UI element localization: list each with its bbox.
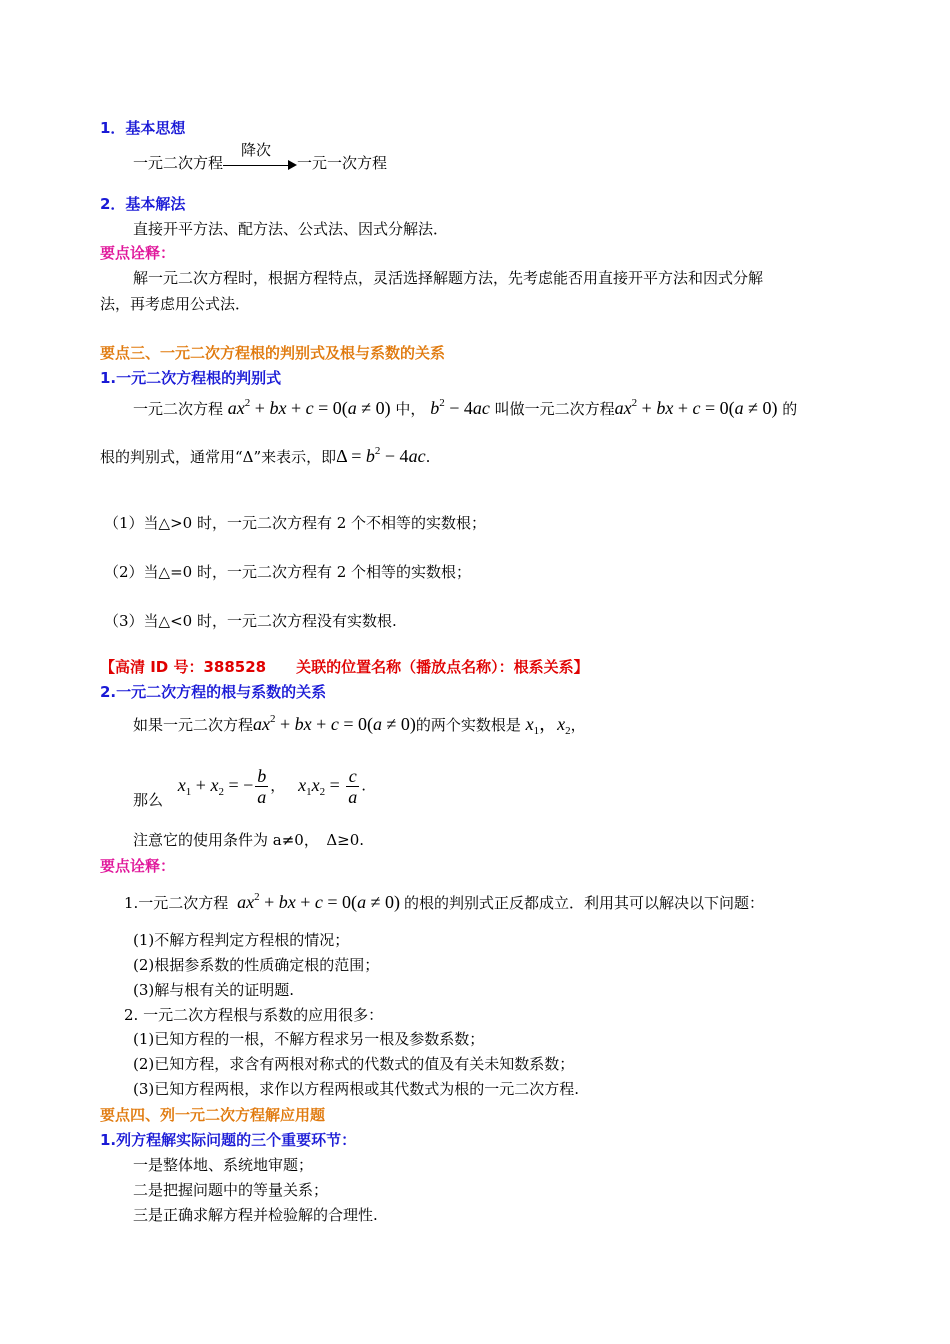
text-fragment: 中， xyxy=(395,400,426,418)
discriminant-expression: $b^2 - 4ac$ xyxy=(430,397,490,418)
text-fragment: 叫做一元二次方程 xyxy=(494,400,615,418)
section-heading-basic-idea: 1．基本思想 xyxy=(100,119,186,137)
note2-item2-b: (2)已知方程，求含有两根对称式的代数式的值及有关未知数系数； xyxy=(133,1055,575,1073)
subsection-vieta: 2.一元二次方程的根与系数的关系 xyxy=(100,683,327,701)
quadratic-equation-formula: $ax^2$ + bx + c = 0(a ≠ 0) xyxy=(237,891,400,912)
delta-definition-formula: $\Delta = b^2 - 4ac$ xyxy=(336,445,426,466)
sum-of-roots-formula: $x_1 + x_2$ = − $\frac{b}{a}$ xyxy=(177,766,267,807)
text-fragment: 那么 xyxy=(133,790,164,809)
note2-item1-c: (3)解与根有关的证明题. xyxy=(133,981,295,999)
subsection-discriminant: 1.一元二次方程根的判别式 xyxy=(100,369,282,387)
note2-item2-a: (1)已知方程的一根，不解方程求另一根及参数系数； xyxy=(133,1030,485,1048)
section-title-point-three: 要点三、一元二次方程根的判别式及根与系数的关系 xyxy=(100,344,446,362)
section-heading-basic-methods: 2．基本解法 xyxy=(100,195,186,213)
text-fragment: 一元二次方程 xyxy=(133,400,224,418)
text-fragment: 的根的判别式正反都成立．利用其可以解决以下问题： xyxy=(403,894,764,912)
usage-condition: 注意它的使用条件为 a≠0， Δ≥0. xyxy=(133,831,365,849)
quadratic-equation-formula: $ax^2$ + bx + c = 0(a ≠ 0) xyxy=(227,397,391,418)
step-one: 一是整体地、系统地审题； xyxy=(133,1156,314,1174)
basic-idea-diagram xyxy=(133,141,388,174)
quadratic-equation-formula: $ax^2$ + bx + c = 0(a ≠ 0) xyxy=(614,397,778,418)
note2-item2: 2. 一元二次方程根与系数的应用很多： xyxy=(124,1006,384,1024)
note2-item1-b: (2)根据参系数的性质确定根的范围； xyxy=(133,956,380,974)
product-of-roots-formula: $x_1x_2$ = $\frac{c}{a}$ xyxy=(298,766,358,807)
section-title-point-four: 要点四、列一元二次方程解应用题 xyxy=(100,1106,326,1124)
step-three: 三是正确求解方程并检验解的合理性. xyxy=(133,1206,378,1224)
roots-x1-x2: $x_1$，$x_2$ xyxy=(525,714,571,737)
arrow-label: 降次 xyxy=(241,141,272,159)
idea-right-text: 一元一次方程 xyxy=(297,154,388,172)
discriminant-line1 xyxy=(133,398,797,419)
note-paragraph-line2: 法，再考虑用公式法． xyxy=(100,295,251,313)
case-positive: （1）当△>0 时，一元二次方程有 2 个不相等的实数根； xyxy=(104,514,487,532)
text-fragment: 如果一元二次方程 xyxy=(133,716,254,734)
basic-methods-text: 直接开平方法、配方法、公式法、因式分解法． xyxy=(133,220,449,238)
note2-item1 xyxy=(124,892,764,913)
step-two: 二是把握问题中的等量关系； xyxy=(133,1181,329,1199)
text-fragment: 1.一元二次方程 xyxy=(124,894,229,912)
case-zero: （2）当△=0 时，一元二次方程有 2 个相等的实数根； xyxy=(104,563,472,581)
vieta-formulas: 那么 $x_1 + x_2$ = − $\frac{b}{a}$ ， $x_1x_2$ = $\frac{c}{a}$ . xyxy=(133,766,366,809)
note-paragraph-line1: 解一元二次方程时，根据方程特点，灵活选择解题方法，先考虑能否用直接开平方法和因式分解 xyxy=(133,269,764,287)
text-fragment: 根的判别式，通常用“Δ”来表示，即 xyxy=(100,448,337,466)
note-heading: 要点诠释： xyxy=(100,244,176,262)
video-id-banner: 【高清 ID 号：388528 关联的位置名称（播放点名称）：根系关系】 xyxy=(100,658,589,676)
text-fragment: 的 xyxy=(782,400,798,418)
text-fragment: 的两个实数根是 xyxy=(415,716,521,734)
case-negative: （3）当△<0 时，一元二次方程没有实数根. xyxy=(104,612,397,630)
subsection-three-steps: 1.列方程解实际问题的三个重要环节： xyxy=(100,1131,357,1149)
note2-item1-a: (1)不解方程判定方程根的情况； xyxy=(133,931,350,949)
discriminant-line2: 根的判别式，通常用“Δ”来表示，即$\Delta = b^2 - 4ac$. xyxy=(100,445,431,466)
note2-item2-c: (3)已知方程两根，求作以方程两根或其代数式为根的一元二次方程. xyxy=(133,1080,580,1098)
quadratic-equation-formula: $ax^2$ + bx + c = 0(a ≠ 0) xyxy=(253,713,416,734)
vieta-line1: 如果一元二次方程$ax^2$ + bx + c = 0(a ≠ 0)的两个实数根是 $x_1$，$x_2$， xyxy=(133,713,586,737)
note-heading: 要点诠释： xyxy=(100,857,176,875)
right-arrow-icon xyxy=(223,141,297,174)
idea-left-text: 一元二次方程 xyxy=(133,154,224,172)
